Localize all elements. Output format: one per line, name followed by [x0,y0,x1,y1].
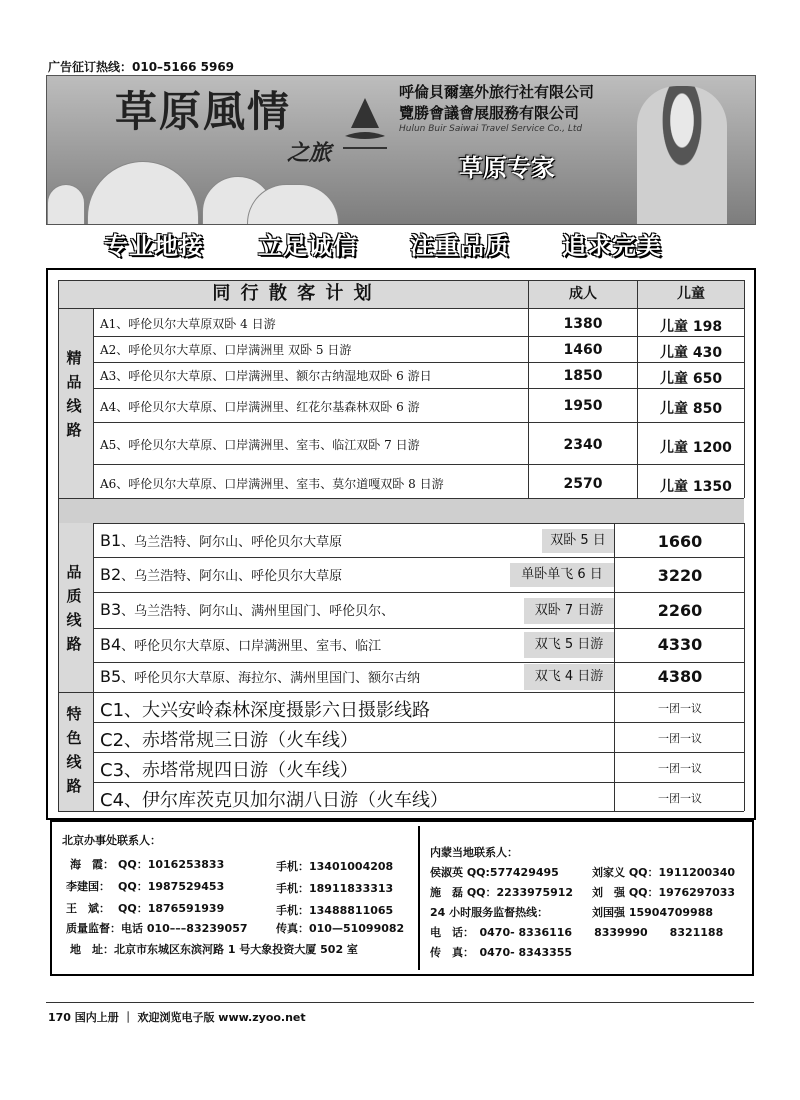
route-c1: C1、大兴安岭森林深度摄影六日摄影线路 [100,700,431,721]
route-price: 3220 [657,566,703,585]
contact-phone: 手机：13401004208 [276,860,394,873]
route-price: 一团一议 [658,792,702,805]
tour-plan-table [46,268,756,820]
banner-subtitle: 之旅 [287,140,332,166]
grassland-expert-badge: 草原专家 [459,154,555,182]
footer-divider [46,1002,754,1003]
ad-hotline: 广告征订热线：010–5166 5969 [48,60,235,74]
contact-qq: QQ：1016253833 [118,858,225,871]
adult-header: 成人 [529,280,637,308]
contact-box [50,820,754,976]
route-c3: C3、赤塔常规四日游（火车线） [100,760,359,781]
route-c2: C2、赤塔常规三日游（火车线） [100,730,359,751]
route-price: 2260 [657,601,703,620]
route-b3: B3、乌兰浩特、阿尔山、满州里国门、呼伦贝尔、 [100,600,395,619]
route-price: 4380 [657,667,703,686]
adult-price: 1950 [563,398,603,414]
adult-price: 1380 [563,316,603,332]
route-duration: 单卧单飞 6 日 [510,563,614,587]
adult-price: 1850 [563,368,603,384]
banner-title: 草原風情 [115,87,292,136]
route-a4: A4、呼伦贝尔大草原、口岸满洲里、红花尔基森林双卧 6 游 [100,400,420,414]
group-a-label: 精 品 线 路 [62,346,86,442]
child-header: 儿童 [638,280,744,308]
contact-phone: 手机：13488811065 [276,904,394,917]
child-price: 儿童 650 [660,371,723,387]
route-a6: A6、呼伦贝尔大草原、口岸满洲里、室韦、莫尔道嘎双卧 8 日游 [100,477,444,491]
quality-supervision: 质量监督：电话 010–––83239057 [66,922,248,935]
child-price: 儿童 198 [660,319,723,335]
route-a1: A1、呼伦贝尔大草原双卧 4 日游 [100,317,276,331]
local-contact: 施 磊 QQ：2233975912 [430,886,574,899]
child-price: 儿童 1200 [660,440,732,456]
group-c-label: 特 色 线 路 [62,702,86,798]
footer: 170 国内上册 ｜ 欢迎浏览电子版 www.zyoo.net [48,1011,306,1024]
route-duration: 双飞 4 日游 [524,664,614,690]
child-price: 儿童 850 [660,401,723,417]
route-duration: 双卧 7 日游 [524,598,614,624]
company-name-2: 覽勝會議會展服務有限公司 [399,104,580,122]
child-price: 儿童 1350 [660,479,732,495]
yurt-image [47,184,85,225]
local-contacts-title: 内蒙当地联系人： [430,846,518,859]
contact-name: 海 霞： [70,858,114,871]
beijing-address: 地 址：北京市东城区东滨河路 1 号大象投资大厦 502 室 [70,943,358,956]
slogan: 立足诚信 [258,232,358,260]
route-price: 4330 [657,635,703,654]
company-name-1: 呼倫貝爾塞外旅行社有限公司 [399,83,595,101]
route-price: 一团一议 [658,702,702,715]
route-duration: 双飞 5 日游 [524,632,614,658]
route-a3: A3、呼伦贝尔大草原、口岸满洲里、额尔古纳湿地双卧 6 游日 [100,369,432,383]
route-b1: B1、乌兰浩特、阿尔山、呼伦贝尔大草原 [100,531,343,550]
slogan: 专业地接 [104,232,204,260]
adult-price: 2340 [563,437,603,453]
contact-qq: QQ：1987529453 [118,880,225,893]
slogan: 注重品质 [410,232,510,260]
banner [46,75,756,225]
route-b5: B5、呼伦贝尔大草原、海拉尔、满州里国门、额尔古纳 [100,667,421,686]
contact-name: 王 斌： [66,902,110,915]
adult-price: 2570 [563,476,603,492]
slogan: 追求完美 [562,232,662,260]
group-b-label: 品 质 线 路 [62,560,86,656]
local-contact: 刘 强 QQ：1976297033 [592,886,736,899]
contact-qq: QQ：1876591939 [118,902,225,915]
adult-price: 1460 [563,342,603,358]
route-c4: C4、伊尔库茨克贝加尔湖八日游（火车线） [100,790,449,811]
beijing-fax: 传真：010—51099082 [276,922,405,935]
contact-phone: 手机：18911833313 [276,882,394,895]
local-phone: 电 话： 0470- 8336116 8339990 8321188 [430,926,724,939]
route-price: 一团一议 [658,762,702,775]
company-name-en: Hulun Buir Saiwai Travel Service Co., Ltd [399,124,583,134]
route-duration: 双卧 5 日 [542,529,614,553]
child-price: 儿童 430 [660,345,723,361]
local-fax: 传 真： 0470- 8343355 [430,946,573,959]
singer-image [637,86,727,224]
route-b2: B2、乌兰浩特、阿尔山、呼伦贝尔大草原 [100,565,343,584]
route-b4: B4、呼伦贝尔大草原、口岸满洲里、室韦、临江 [100,635,382,654]
local-contact: 刘家义 QQ：1911200340 [592,866,736,879]
route-a5: A5、呼伦贝尔大草原、口岸满洲里、室韦、临江双卧 7 日游 [100,438,420,452]
route-a2: A2、呼伦贝尔大草原、口岸满洲里 双卧 5 日游 [100,343,352,357]
route-price: 一团一议 [658,732,702,745]
route-price: 1660 [657,532,703,551]
beijing-contacts-title: 北京办事处联系人： [62,834,161,847]
service-hotline-label: 24 小时服务监督热线： [430,906,549,919]
table-title: 同 行 散 客 计 划 [58,280,528,308]
section-divider [58,499,744,523]
sail-logo-icon [339,94,391,154]
local-contact: 刘国强 15904709988 [592,906,714,919]
local-contact: 侯淑英 QQ:577429495 [430,866,559,879]
slogan-bar [46,226,754,266]
yurt-image [87,161,199,225]
contact-name: 李建国： [66,880,110,893]
